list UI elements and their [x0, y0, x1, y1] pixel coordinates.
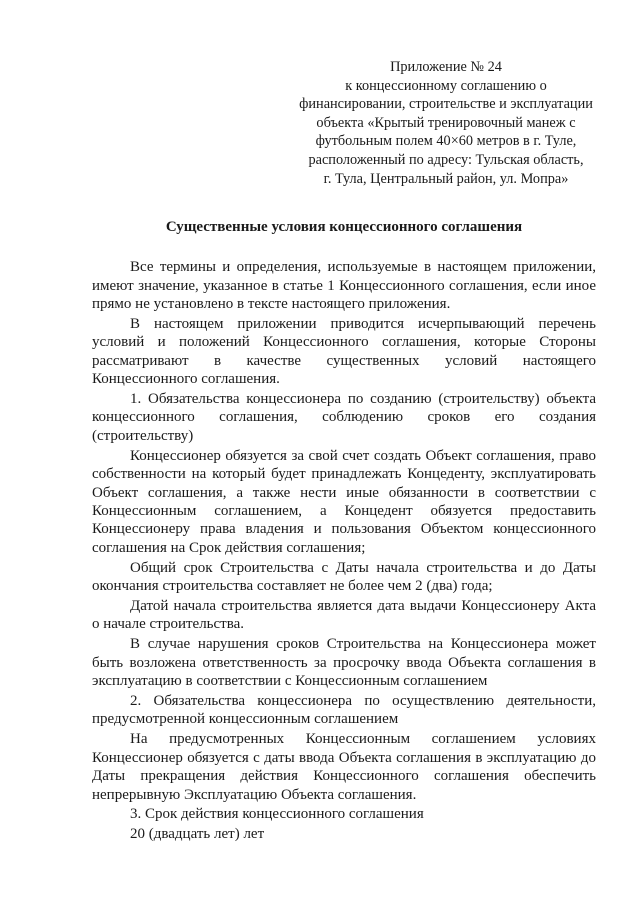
appendix-line: объекта «Крытый тренировочный манеж с [316, 114, 576, 131]
appendix-line: к концессионному соглашению о [345, 77, 547, 94]
appendix-header [298, 58, 594, 188]
paragraph-liability: В случае нарушения сроков Строительства на Концессионера может быть возложена ответственность за просрочку ввода Объекта соглашения в эксплуатацию в соответствии с Концессионным соглашением [92, 636, 596, 690]
paragraph-construction-term: Общий срок Строительства с Даты начала строительства и до Даты окончания строительства составляет не более чем 2 (два) года; [92, 559, 596, 595]
paragraph-start-date: Датой начала строительства является дата выдачи Концессионеру Акта о начале строительства. [92, 597, 596, 633]
paragraph-terms: Все термины и определения, используемые в настоящем приложении, имеют значение, указанное в статье 1 Концессионного соглашения, если иное прямо не установлено в тексте настоящего приложения. [92, 259, 596, 312]
paragraph-list-intro: В настоящем приложении приводится исчерпывающий перечень условий и положений Концессионного соглашения, которые Стороны рассматривают в качестве существенных условий настоящего Концессионного соглашения. [92, 315, 596, 388]
appendix-line: финансировании, строительстве и эксплуатации [299, 96, 593, 113]
paragraph-term-value: 20 (двадцать лет) лет [130, 826, 265, 843]
document-body [92, 258, 596, 844]
paragraph-operation: На предусмотренных Концессионным соглашением условиях Концессионер обязуется с даты ввода Объекта соглашения в эксплуатацию до Даты прекращения действия Концессионного соглашения обеспечить непрерывную Эксплуатацию Объекта соглашения. [92, 731, 596, 803]
paragraph-obligations: Концессионер обязуется за свой счет создать Объект соглашения, право собственности на который будет принадлежать Концеденту, эксплуатировать Объект соглашения, а также нести иные обязанности в соответствии с Концессионным соглашением, а Концедент обязуется предоставить Концессионеру права владения и пользования Объектом концессионного соглашения на Срок действия соглашения; [92, 447, 596, 556]
section-heading-3: 3. Срок действия концессионного соглашения [130, 806, 424, 823]
document-title: Существенные условия концессионного соглашения [165, 219, 523, 236]
section-heading-2: 2. Обязательства концессионера по осуществлению деятельности, предусмотренной концессионным соглашением [92, 693, 596, 728]
appendix-line: г. Тула, Центральный район, ул. Мопра» [323, 170, 569, 187]
section-heading-1: 1. Обязательства концессионера по созданию (строительству) объекта концессионного соглашения, соблюдению сроков его создания (строительству) [92, 391, 596, 444]
appendix-line: Приложение № 24 [390, 59, 502, 75]
appendix-line: расположенный по адресу: Тульская область, [308, 151, 584, 168]
appendix-line: футбольным полем 40×60 метров в г. Туле, [315, 133, 577, 150]
